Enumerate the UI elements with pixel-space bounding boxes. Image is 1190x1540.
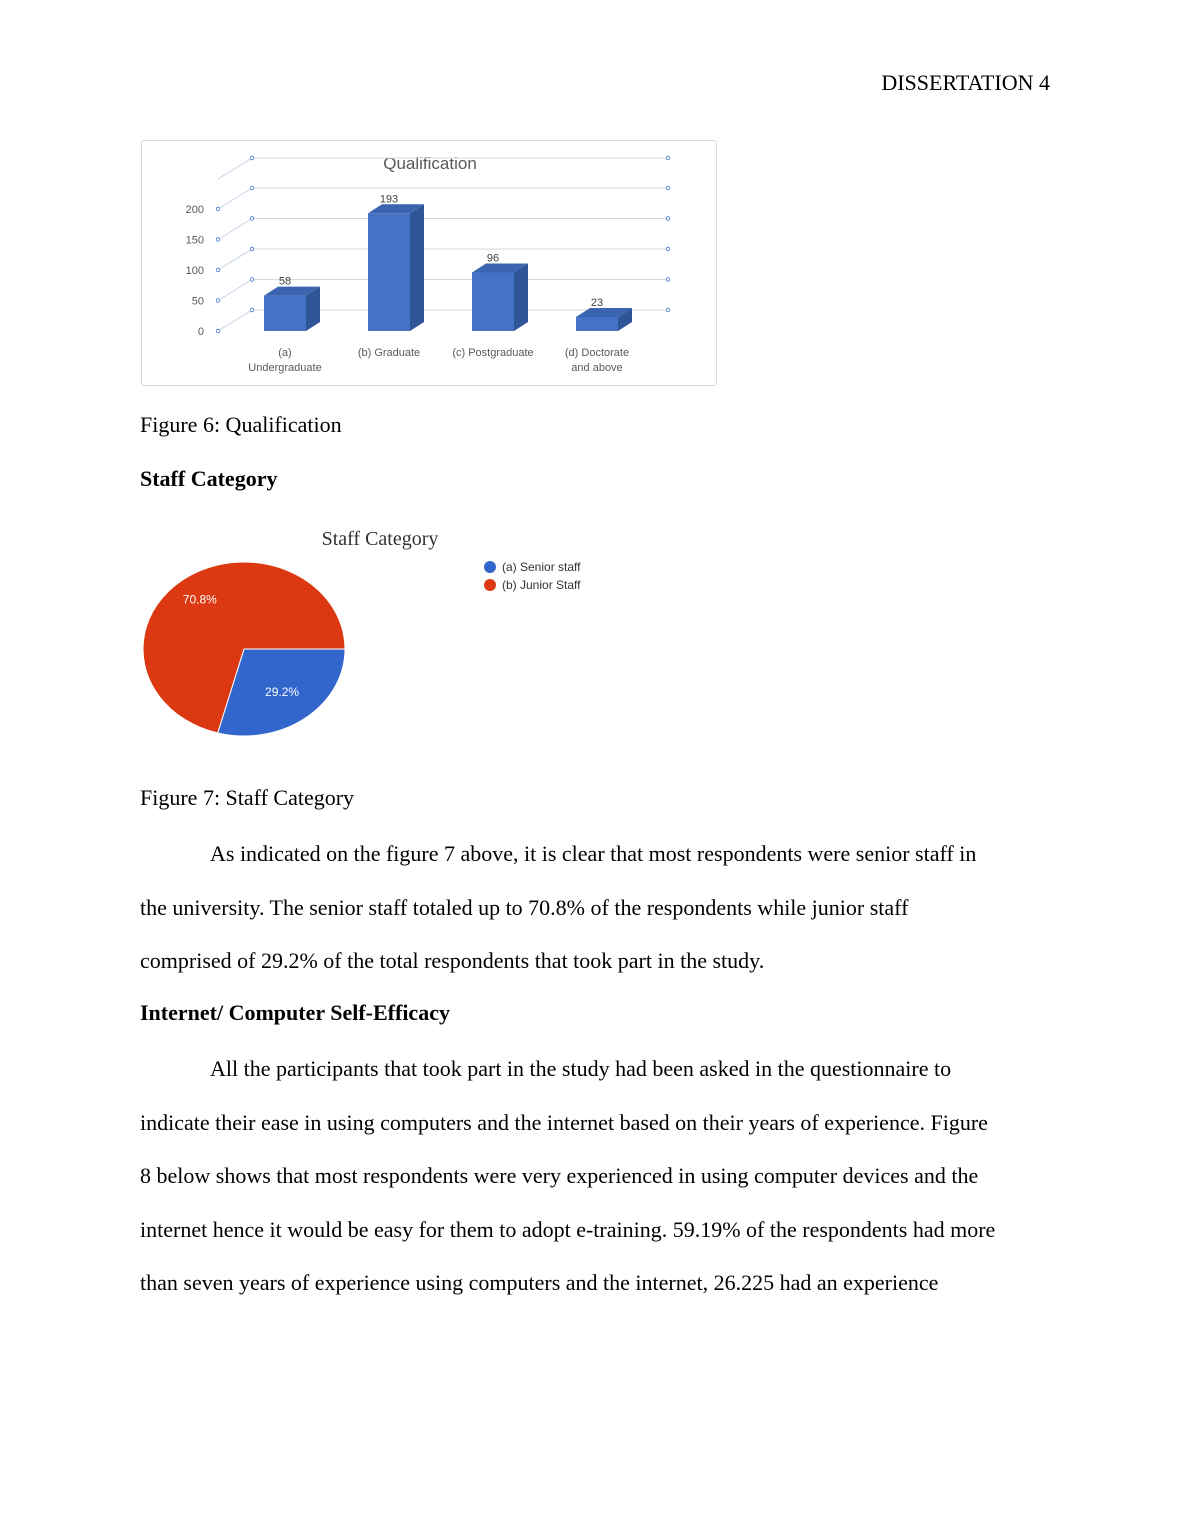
- gridline-connector: [218, 249, 252, 270]
- paragraph-line: comprised of 29.2% of the total respondents that took part in the study.: [140, 948, 765, 974]
- bar-side: [514, 263, 528, 331]
- qualification-chart: [141, 140, 717, 386]
- bar-front: [264, 296, 306, 331]
- bar-side: [410, 204, 424, 331]
- qualification-bar-chart-svg: [142, 141, 718, 387]
- axis-marker: [250, 308, 254, 312]
- bar-front: [368, 213, 410, 331]
- gridline-connector: [218, 158, 252, 179]
- figure-7-caption: Figure 7: Staff Category: [140, 785, 355, 810]
- gridline-connector: [218, 280, 252, 301]
- y-tick-label: 50: [191, 295, 204, 308]
- gridline-connector: [218, 310, 252, 331]
- axis-marker: [666, 247, 670, 251]
- bar-value-label: 58: [278, 275, 292, 288]
- figure-6-caption: Figure 6: Qualification: [140, 412, 342, 437]
- pie-value-label: 29.2%: [265, 684, 300, 699]
- legend-label: (b) Junior Staff: [502, 578, 581, 592]
- y-tick-label: 0: [197, 326, 204, 338]
- axis-marker: [250, 278, 254, 282]
- x-category-label: (d) Doctorate: [564, 347, 630, 359]
- axis-marker: [250, 217, 254, 221]
- legend-label: (a) Senior staff: [502, 560, 581, 574]
- pie-value-label: 70.8%: [182, 592, 217, 607]
- y-tick-label: 200: [185, 204, 204, 216]
- self-efficacy-paragraph: [140, 1042, 1050, 1310]
- staff-category-pie-svg: [140, 520, 620, 745]
- bar-1: [264, 287, 320, 331]
- legend-swatch: [484, 579, 496, 591]
- axis-marker: [216, 238, 220, 242]
- staff-category-paragraph: [140, 827, 1050, 988]
- axis-marker: [250, 186, 254, 190]
- paragraph-line: internet hence it would be easy for them to adopt e-training. 59.19% of the respondents had more: [140, 1216, 996, 1242]
- paragraph-line: indicate their ease in using computers and the internet based on their years of experience. Figure: [140, 1109, 988, 1135]
- paragraph-line: As indicated on the figure 7 above, it is clear that most respondents were senior staff in: [210, 841, 977, 866]
- paragraph-line: All the participants that took part in the study had been asked in the questionnaire to: [210, 1056, 952, 1081]
- self-efficacy-heading: Internet/ Computer Self-Efficacy: [140, 1000, 450, 1025]
- bar-2: [368, 204, 424, 331]
- staff-category-heading: Staff Category: [140, 466, 278, 491]
- paragraph-line: than seven years of experience using computers and the internet, 26.225 had an experience: [140, 1270, 939, 1296]
- bar-3: [472, 263, 528, 331]
- legend-swatch: [484, 561, 496, 573]
- axis-marker: [216, 268, 220, 272]
- axis-marker: [666, 217, 670, 221]
- axis-marker: [666, 156, 670, 160]
- chart-title: Qualification: [383, 154, 477, 173]
- staff-category-chart: [140, 520, 620, 745]
- x-category-label: (a): [278, 347, 292, 359]
- axis-marker: [216, 207, 220, 211]
- y-tick-label: 150: [185, 234, 204, 247]
- x-category-label: (b) Graduate: [357, 347, 421, 359]
- bar-value-label: 23: [590, 296, 604, 309]
- x-category-label: (c) Postgraduate: [452, 347, 534, 359]
- paragraph-line: the university. The senior staff totaled up to 70.8% of the respondents while junior staff: [140, 894, 909, 920]
- bar-4: [576, 308, 632, 331]
- running-head: DISSERTATION 4: [881, 70, 1050, 95]
- gridline-connector: [218, 188, 252, 209]
- axis-marker: [666, 308, 670, 312]
- axis-marker: [666, 186, 670, 190]
- bar-value-label: 193: [379, 193, 399, 206]
- bar-front: [472, 272, 514, 331]
- gridline-connector: [218, 219, 252, 240]
- axis-marker: [216, 299, 220, 303]
- paragraph-line: 8 below shows that most respondents were very experienced in using computer devices and the: [140, 1163, 979, 1189]
- axis-marker: [666, 278, 670, 282]
- axis-marker: [250, 247, 254, 251]
- bar-front: [576, 317, 618, 331]
- axis-marker: [216, 329, 220, 333]
- axis-marker: [250, 156, 254, 160]
- x-category-label: Undergraduate: [248, 362, 322, 374]
- bar-value-label: 96: [486, 252, 500, 265]
- x-category-label: and above: [571, 362, 623, 374]
- y-tick-label: 100: [185, 265, 204, 277]
- chart-title: Staff Category: [321, 528, 439, 550]
